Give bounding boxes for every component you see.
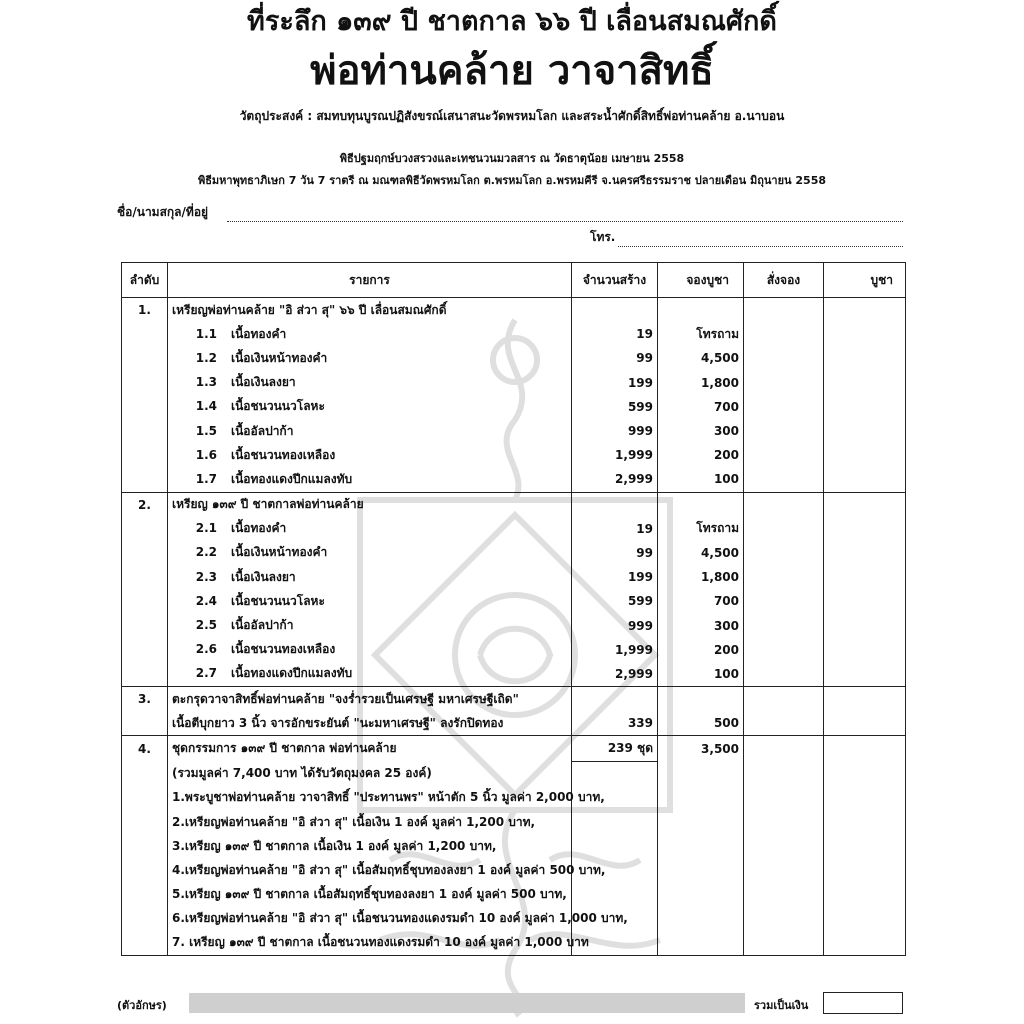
item-name: เนื้อชนวนนวโลหะ [231, 399, 325, 414]
item-name: เนื้อทองแดงปีกแมลงทับ [231, 666, 353, 681]
order-cell[interactable] [744, 541, 824, 565]
table-row [122, 346, 906, 370]
order-cell[interactable] [744, 662, 824, 687]
item-qty: 2,999 [572, 662, 658, 687]
item-code: 2.1 [195, 521, 217, 536]
item-price: โทรถาม [658, 322, 744, 346]
item-code: 2.4 [195, 593, 217, 608]
order-cell[interactable] [744, 443, 824, 467]
ceremony-line2: พิธีมหาพุทธาภิเษก 7 วัน 7 ราตรี ณ มณฑลพิธีวัดพรหมโลก ต.พรหมโลก อ.พรหมคีรี จ.นครศรีธรรมราช ปลายเดือน มิถุนายน 2558 [197, 174, 827, 187]
total-cell[interactable] [824, 443, 906, 467]
item-name: เนื้ออัลปาก้า [231, 423, 294, 438]
phone-field[interactable] [590, 230, 903, 250]
item-price: 700 [658, 395, 744, 419]
name-address-line[interactable] [227, 221, 903, 222]
order-cell[interactable] [744, 322, 824, 346]
table-row [122, 907, 906, 931]
item-code: 2.3 [195, 569, 217, 584]
table-row [122, 541, 906, 565]
header-item: รายการ [168, 263, 572, 298]
header-qty: จำนวนสร้าง [572, 263, 658, 298]
table-row [122, 687, 906, 712]
total-cell[interactable] [824, 419, 906, 443]
item-qty: 1,999 [572, 443, 658, 467]
table-row [122, 322, 906, 346]
set-detail-line: 2.เหรียญพ่อท่านคล้าย "อิ ส่วา สุ" เนื้อเงิน 1 องค์ มูลค่า 1,200 บาท, [168, 810, 572, 834]
item-price: 300 [658, 613, 744, 637]
table-header-row [122, 263, 906, 298]
table-row [122, 834, 906, 858]
sum-box[interactable] [823, 992, 903, 1014]
header-total: บูชา [824, 263, 906, 298]
total-cell[interactable] [824, 589, 906, 613]
header-order: สั่งจอง [744, 263, 824, 298]
total-cell[interactable] [824, 662, 906, 687]
total-cell[interactable] [824, 517, 906, 541]
item-qty: 339 [572, 711, 658, 736]
header-no: ลำดับ [122, 263, 168, 298]
item-price: 500 [658, 711, 744, 736]
group-number: 1. [122, 298, 168, 323]
order-cell[interactable] [744, 711, 824, 736]
table-row [122, 613, 906, 637]
order-cell[interactable] [744, 467, 824, 492]
table-row [122, 517, 906, 541]
item-code: 1.5 [195, 423, 217, 438]
item-qty: 19 [572, 322, 658, 346]
order-cell[interactable] [744, 419, 824, 443]
item-code: 2.5 [195, 618, 217, 633]
group-number: 3. [122, 687, 168, 712]
item-price: 4,500 [658, 541, 744, 565]
table-row [122, 711, 906, 736]
item-price: 1,800 [658, 371, 744, 395]
table-row [122, 638, 906, 662]
item-qty: 19 [572, 517, 658, 541]
item-code: 1.3 [195, 375, 217, 390]
item-qty: 199 [572, 371, 658, 395]
table-row [122, 492, 906, 517]
group-detail: เนื้อตีบุกยาว 3 นิ้ว จารอักขระยันต์ "นะมหาเศรษฐี" ลงรักปิดทอง [168, 711, 572, 736]
item-price: โทรถาม [658, 517, 744, 541]
total-cell[interactable] [824, 346, 906, 370]
item-code: 1.7 [195, 471, 217, 486]
group-title: เหรียญ ๑๓๙ ปี ชาตกาลพ่อท่านคล้าย [168, 492, 572, 517]
item-price: 1,800 [658, 565, 744, 589]
total-cell[interactable] [824, 613, 906, 637]
item-code: 2.6 [195, 642, 217, 657]
name-address-label: ชื่อ/นามสกุล/ที่อยู่ [117, 205, 209, 219]
order-cell[interactable] [744, 613, 824, 637]
item-code: 1.1 [195, 326, 217, 341]
item-name: เนื้อเงินหน้าทองคำ [231, 350, 328, 365]
item-qty: 599 [572, 395, 658, 419]
footer-total [117, 992, 905, 1018]
item-name: เนื้อทองแดงปีกแมลงทับ [231, 471, 353, 486]
order-cell[interactable] [744, 395, 824, 419]
item-qty: 999 [572, 613, 658, 637]
table-row [122, 736, 906, 761]
item-qty: 1,999 [572, 638, 658, 662]
set-detail-line: 1.พระบูชาพ่อท่านคล้าย วาจาสิทธิ์ "ประทานพร" หน้าตัก 5 นิ้ว มูลค่า 2,000 บาท, [168, 786, 572, 810]
ceremony-line1: พิธีปฐมฤกษ์บวงสรวงและเทชนวนมวลสาร ณ วัดธาตุน้อย เมษายน 2558 [339, 152, 685, 165]
group-title: ชุดกรรมการ ๑๓๙ ปี ชาตกาล พ่อท่านคล้าย [168, 736, 572, 761]
item-code: 1.2 [195, 350, 217, 365]
table-row [122, 371, 906, 395]
table-row [122, 931, 906, 956]
item-price: 700 [658, 589, 744, 613]
set-detail-line: 4.เหรียญพ่อท่านคล้าย "อิ ส่วา สุ" เนื้อสัมฤทธิ์ชุบทองลงยา 1 องค์ มูลค่า 500 บาท, [168, 858, 572, 882]
item-name: เนื้อเงินลงยา [231, 569, 296, 584]
item-name: เนื้อเงินลงยา [231, 375, 296, 390]
item-qty: 99 [572, 346, 658, 370]
item-code: 2.2 [195, 545, 217, 560]
total-cell[interactable] [824, 711, 906, 736]
order-cell[interactable] [744, 638, 824, 662]
item-price: 200 [658, 443, 744, 467]
table-row [122, 662, 906, 687]
item-price: 100 [658, 467, 744, 492]
item-qty: 2,999 [572, 467, 658, 492]
item-name: เนื้อชนวนนวโลหะ [231, 593, 325, 608]
name-address-field[interactable] [117, 205, 903, 225]
item-price: 3,500 [658, 736, 744, 761]
table-row [122, 467, 906, 492]
item-code: 1.4 [195, 399, 217, 414]
item-name: เนื้อเงินหน้าทองคำ [231, 545, 328, 560]
table-row [122, 761, 906, 786]
item-qty: 99 [572, 541, 658, 565]
item-name: เนื้อชนวนทองเหลือง [231, 447, 336, 462]
order-cell[interactable] [744, 736, 824, 761]
item-qty: 599 [572, 589, 658, 613]
header-title-line1: ที่ระลึก ๑๓๙ ปี ชาตกาล ๖๖ ปี เลื่อนสมณศักดิ์ [247, 6, 777, 37]
item-code: 2.7 [195, 666, 217, 681]
table-row [122, 883, 906, 907]
item-price: 300 [658, 419, 744, 443]
total-cell[interactable] [824, 322, 906, 346]
order-cell[interactable] [744, 565, 824, 589]
item-name: เนื้อทองคำ [231, 521, 287, 536]
item-name: เนื้ออัลปาก้า [231, 618, 294, 633]
sum-label: รวมเป็นเงิน [754, 999, 809, 1012]
total-cell[interactable] [824, 371, 906, 395]
phone-line[interactable] [618, 246, 903, 247]
table-row [122, 419, 906, 443]
total-cell[interactable] [824, 638, 906, 662]
group-number: 2. [122, 492, 168, 517]
item-price: 100 [658, 662, 744, 687]
item-price: 4,500 [658, 346, 744, 370]
total-cell[interactable] [824, 541, 906, 565]
set-detail-line: 3.เหรียญ ๑๓๙ ปี ชาตกาล เนื้อเงิน 1 องค์ มูลค่า 1,200 บาท, [168, 834, 572, 858]
order-cell[interactable] [744, 346, 824, 370]
phone-label: โทร. [590, 230, 616, 244]
total-cell[interactable] [824, 736, 906, 761]
total-cell[interactable] [824, 395, 906, 419]
item-qty: 239 ชุด [572, 736, 658, 761]
item-name: เนื้อทองคำ [231, 326, 287, 341]
total-cell[interactable] [824, 467, 906, 492]
table-row [122, 298, 906, 323]
item-price: 200 [658, 638, 744, 662]
item-qty: 999 [572, 419, 658, 443]
group-title: ตะกรุดวาจาสิทธิ์พ่อท่านคล้าย "จงร่ำรวยเป็นเศรษฐี มหาเศรษฐีเถิด" [168, 687, 572, 712]
table-row [122, 858, 906, 882]
group-number: 4. [122, 736, 168, 761]
order-cell[interactable] [744, 589, 824, 613]
table-row [122, 395, 906, 419]
item-code: 1.6 [195, 447, 217, 462]
table-row [122, 589, 906, 613]
table-row [122, 786, 906, 810]
order-table [121, 262, 906, 956]
item-name: เนื้อชนวนทองเหลือง [231, 642, 336, 657]
group-title: เหรียญพ่อท่านคล้าย "อิ ส่วา สุ" ๖๖ ปี เลื่อนสมณศักดิ์ [168, 298, 572, 323]
table-row [122, 443, 906, 467]
table-row [122, 565, 906, 589]
set-detail-line: 7. เหรียญ ๑๓๙ ปี ชาตกาล เนื้อชนวนทองแดงรมดำ 10 องค์ มูลค่า 1,000 บาท [168, 931, 572, 956]
amount-words-field[interactable] [189, 993, 745, 1013]
set-detail-line: (รวมมูลค่า 7,400 บาท ได้รับวัตถุมงคล 25 องค์) [168, 761, 572, 786]
order-cell[interactable] [744, 517, 824, 541]
total-cell[interactable] [824, 565, 906, 589]
set-detail-line: 6.เหรียญพ่อท่านคล้าย "อิ ส่วา สุ" เนื้อชนวนทองแดงรมดำ 10 องค์ มูลค่า 1,000 บาท, [168, 907, 572, 931]
header-price: จองบูชา [658, 263, 744, 298]
order-cell[interactable] [744, 371, 824, 395]
header-title-line2: พ่อท่านคล้าย วาจาสิทธิ์ [310, 47, 714, 94]
set-detail-line: 5.เหรียญ ๑๓๙ ปี ชาตกาล เนื้อสัมฤทธิ์ชุบทองลงยา 1 องค์ มูลค่า 500 บาท, [168, 883, 572, 907]
amount-words-label: (ตัวอักษร) [117, 999, 167, 1012]
purpose-text: วัตถุประสงค์ : สมทบทุนบูรณปฏิสังขรณ์เสนาสนะวัดพรหมโลก และสระน้ำศักดิ์สิทธิ์พ่อท่านคล้าย อ.นาบอน [239, 109, 785, 123]
item-qty: 199 [572, 565, 658, 589]
table-row [122, 810, 906, 834]
